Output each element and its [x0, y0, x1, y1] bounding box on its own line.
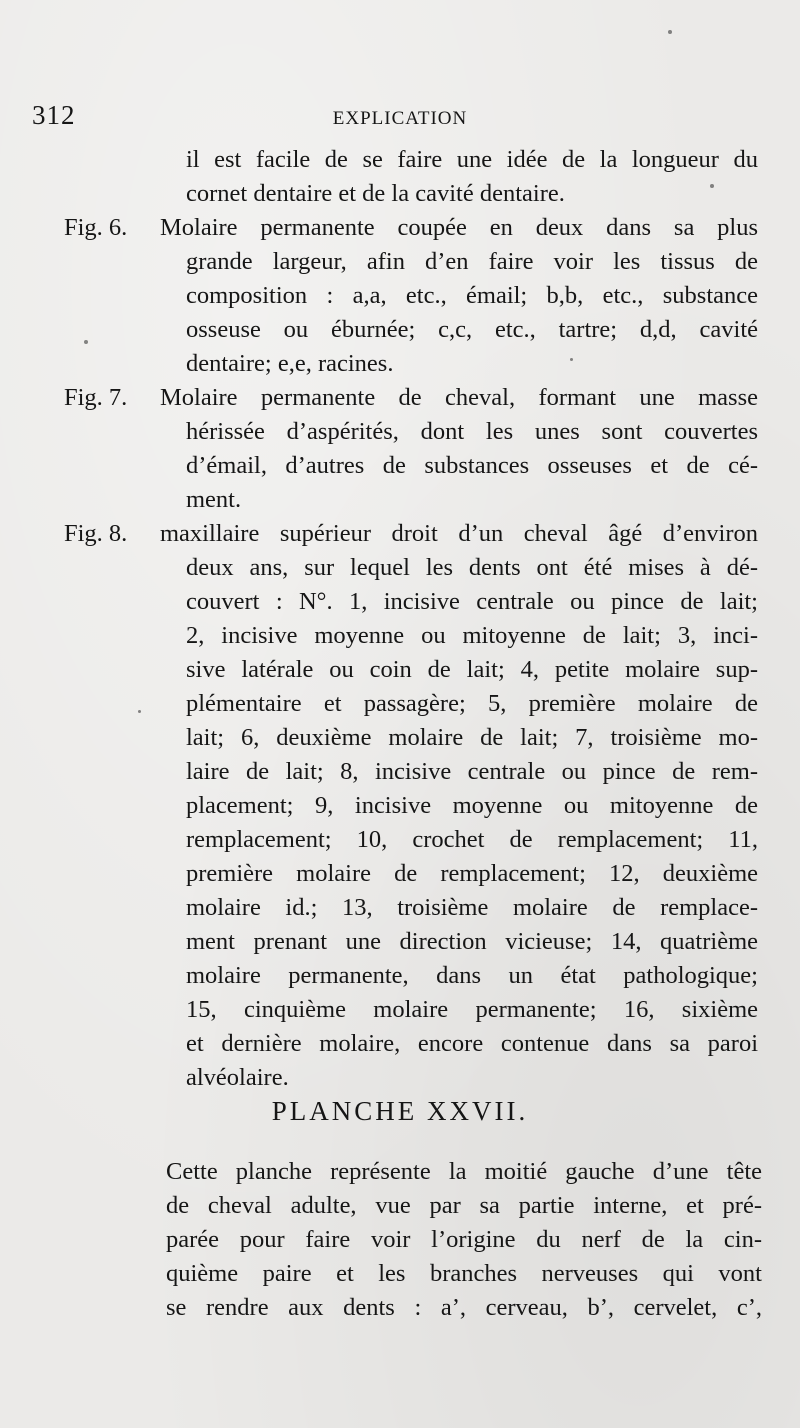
- text-line: Molaire permanente coupée en deux dans sa plus: [160, 214, 758, 241]
- page-number: 312: [32, 100, 76, 130]
- text-line: parée pour faire voir l’origine du nerf de la cin-: [166, 1226, 762, 1253]
- text-line: lait; 6, deuxième molaire de lait; 7, troisième mo-: [186, 724, 758, 751]
- paper-speck: [570, 358, 573, 361]
- plate-title: PLANCHE XXVII.: [271, 1096, 529, 1126]
- text-line: couvert : N°. 1, incisive centrale ou pince de lait;: [186, 588, 758, 615]
- fig-7-label: Fig. 7.: [64, 384, 128, 411]
- text-line: placement; 9, incisive moyenne ou mitoyenne de: [186, 792, 758, 819]
- paper-speck: [84, 340, 88, 344]
- text-line: dentaire; e,e, racines.: [186, 350, 394, 377]
- text-line: sive latérale ou coin de lait; 4, petite molaire sup-: [186, 656, 758, 683]
- text-line: osseuse ou éburnée; c,c, etc., tartre; d,d, cavité: [186, 316, 758, 343]
- text-line: ment prenant une direction vicieuse; 14, quatrième: [186, 928, 758, 955]
- text-line: hérissée d’aspérités, dont les unes sont couvertes: [186, 418, 758, 445]
- text-line: deux ans, sur lequel les dents ont été mises à dé-: [186, 554, 758, 581]
- text-line: 15, cinquième molaire permanente; 16, sixième: [186, 996, 758, 1023]
- text-line: quième paire et les branches nerveuses qui vont: [166, 1260, 762, 1287]
- text-line: composition : a,a, etc., émail; b,b, etc., substance: [186, 282, 758, 309]
- running-title: EXPLICATION: [332, 108, 468, 129]
- text-line: plémentaire et passagère; 5, première molaire de: [186, 690, 758, 717]
- text-line: se rendre aux dents : a’, cerveau, b’, cervelet, c’,: [166, 1294, 762, 1321]
- text-line: molaire id.; 13, troisième molaire de remplace-: [186, 894, 758, 921]
- text-line: grande largeur, afin d’en faire voir les tissus de: [186, 248, 758, 275]
- fig-8-label: Fig. 8.: [64, 520, 128, 547]
- text-line: première molaire de remplacement; 12, deuxième: [186, 860, 758, 887]
- text-line: molaire permanente, dans un état pathologique;: [186, 962, 758, 989]
- text-line: Cette planche représente la moitié gauche d’une tête: [166, 1158, 762, 1185]
- text-line: ment.: [186, 486, 242, 513]
- page-header: [32, 100, 762, 136]
- paper-speck: [138, 710, 141, 713]
- paper-speck: [710, 184, 714, 188]
- text-line: alvéolaire.: [186, 1064, 289, 1091]
- text-line: de cheval adulte, vue par sa partie interne, et pré-: [166, 1192, 762, 1219]
- text-line: Molaire permanente de cheval, formant une masse: [160, 384, 758, 411]
- text-line: laire de lait; 8, incisive centrale ou pince de rem-: [186, 758, 758, 785]
- text-line: d’émail, d’autres de substances osseuses et de cé-: [186, 452, 758, 479]
- paper-speck: [668, 30, 672, 34]
- fig-6-label: Fig. 6.: [64, 214, 128, 241]
- text-line: 2, incisive moyenne ou mitoyenne de lait; 3, inci-: [186, 622, 758, 649]
- text-line: et dernière molaire, encore contenue dans sa paroi: [186, 1030, 758, 1057]
- text-line: maxillaire supérieur droit d’un cheval âgé d’environ: [160, 520, 758, 547]
- text-line: remplacement; 10, crochet de remplacement; 11,: [186, 826, 758, 853]
- text-line: il est facile de se faire une idée de la longueur du: [186, 146, 758, 173]
- text-line: cornet dentaire et de la cavité dentaire.: [186, 180, 565, 207]
